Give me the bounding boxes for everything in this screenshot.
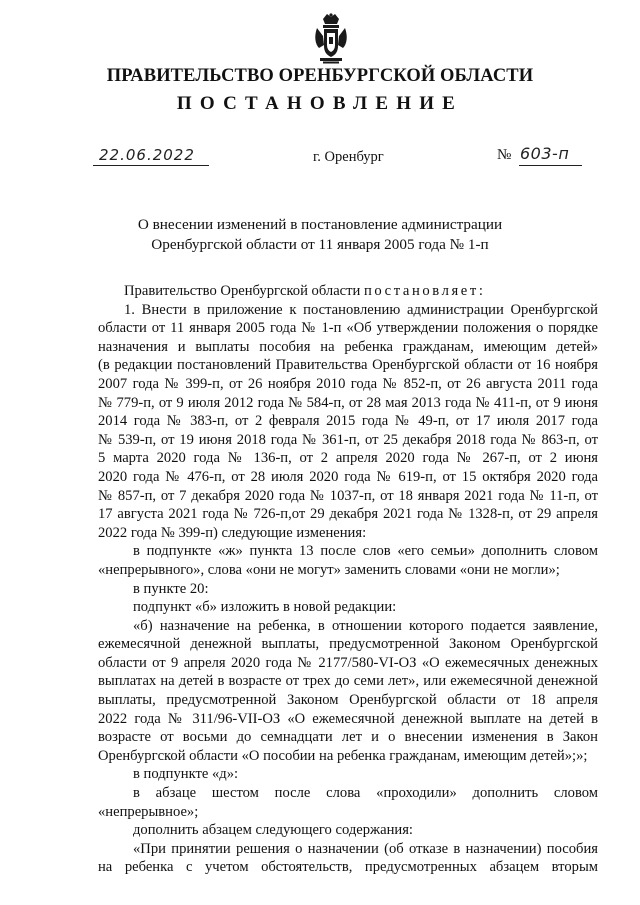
- intro-line: [98, 282, 598, 301]
- body-line: назначения и выплаты пособия на ребенка гражданам, имеющим детей»: [98, 338, 598, 355]
- body-line: ежемесячной денежной выплаты, предусмотренной Законом Оренбургской: [98, 636, 598, 653]
- document-number-label: №: [497, 147, 512, 163]
- intro-text: Правительство Оренбургской области: [124, 283, 361, 299]
- document-number: 603-п: [520, 144, 570, 163]
- body-line: в пункте 20:: [133, 580, 209, 597]
- body-line: в подпункте «д»:: [133, 766, 239, 783]
- body-line: «непрерывного», слова «они не могут» заменить словами «они не могли»;: [98, 561, 560, 578]
- body-line: № 779-п, от 9 июля 2012 года № 584-п, от 28 мая 2013 года № 411-п, от 9 июня: [98, 394, 598, 411]
- body-line: 2020 года № 476-п, от 28 июля 2020 года № 619-п, от 15 октября 2020 года: [98, 468, 598, 485]
- body-line: 2007 года № 399-п, от 26 ноября 2010 года № 852-п, от 26 августа 2011 года: [98, 375, 598, 392]
- organization-title: ПРАВИТЕЛЬСТВО ОРЕНБУРГСКОЙ ОБЛАСТИ: [106, 66, 534, 86]
- body-line: 2022 года № 399-п) следующие изменения:: [98, 524, 367, 541]
- body-line: в абзаце шестом после слова «проходили» дополнить словом: [133, 785, 598, 802]
- document-date: 22.06.2022: [99, 146, 195, 164]
- body-line: дополнить абзацем следующего содержания:: [133, 822, 413, 839]
- body-line: области от 11 января 2005 года № 1-п «Об утверждении положения о порядке: [98, 320, 598, 337]
- body-line: в подпункте «ж» пункта 13 после слов «его семьи» дополнить словом: [133, 543, 598, 560]
- body-line: подпункт «б» изложить в новой редакции:: [133, 599, 397, 616]
- body-line: «б) назначение на ребенка, в отношении которого подается заявление,: [133, 617, 598, 634]
- number-underline: [519, 165, 582, 166]
- document-subject: [0, 215, 640, 254]
- body-line: (в редакции постановлений Правительства Оренбургской области от 16 ноября: [98, 357, 598, 374]
- body-line: «При принятии решения о назначении (об отказе в назначении) пособия: [133, 840, 598, 857]
- intro-verb: постановляет:: [364, 283, 486, 299]
- body-line: 17 августа 2021 года № 726-п,от 29 декабря 2021 года № 1328-п, от 29 апреля: [98, 506, 598, 523]
- body-line: выплатах на детей в возрасте от трех до семи лет», или ежемесячной денежной: [98, 673, 598, 690]
- subject-line: Оренбургской области от 11 января 2005 года № 1-п: [151, 235, 489, 253]
- body-line: № 539-п, от 19 июня 2018 года № 361-п, от 25 декабря 2018 года № 863-п, от: [98, 431, 598, 448]
- document-type: ПОСТАНОВЛЕНИЕ: [176, 93, 464, 114]
- body-line: 1. Внести в приложение к постановлению администрации Оренбургской: [124, 301, 598, 318]
- body-line: 2014 года № 383-п, от 2 февраля 2015 года № 49-п, от 17 июля 2017 года: [98, 413, 598, 430]
- body-line: на ребенка с учетом обстоятельств, предусмотренных абзацем вторым: [98, 859, 598, 876]
- body-line: «непрерывное»;: [98, 803, 199, 820]
- body-line: № 857-п, от 7 декабря 2020 года № 1037-п, от 18 января 2021 года № 11-п, от: [98, 487, 598, 504]
- document-body: [98, 282, 598, 877]
- body-line: 2022 года № 311/96-VII-ОЗ «О ежемесячной денежной выплате на детей в: [98, 710, 598, 727]
- body-line: выплаты, предусмотренной Законом Оренбургской области от 18 апреля: [98, 692, 598, 709]
- body-line: Оренбургской области «О пособии на ребенка гражданам, имеющим детей»;»;: [98, 747, 588, 764]
- subject-line: О внесении изменений в постановление администрации: [137, 216, 503, 233]
- coat-of-arms-emblem: [313, 12, 349, 64]
- body-line: области от 9 апреля 2020 года № 2177/580-VI-ОЗ «О ежемесячных денежных: [98, 654, 598, 671]
- body-line: 5 марта 2020 года № 136-п, от 2 апреля 2020 года № 267-п, от 2 июня: [98, 450, 598, 467]
- date-underline: [93, 165, 209, 166]
- document-city: г. Оренбург: [313, 149, 384, 165]
- body-line: возрасте от восьми до семнадцати лет и о внесении изменения в Закон: [98, 729, 598, 746]
